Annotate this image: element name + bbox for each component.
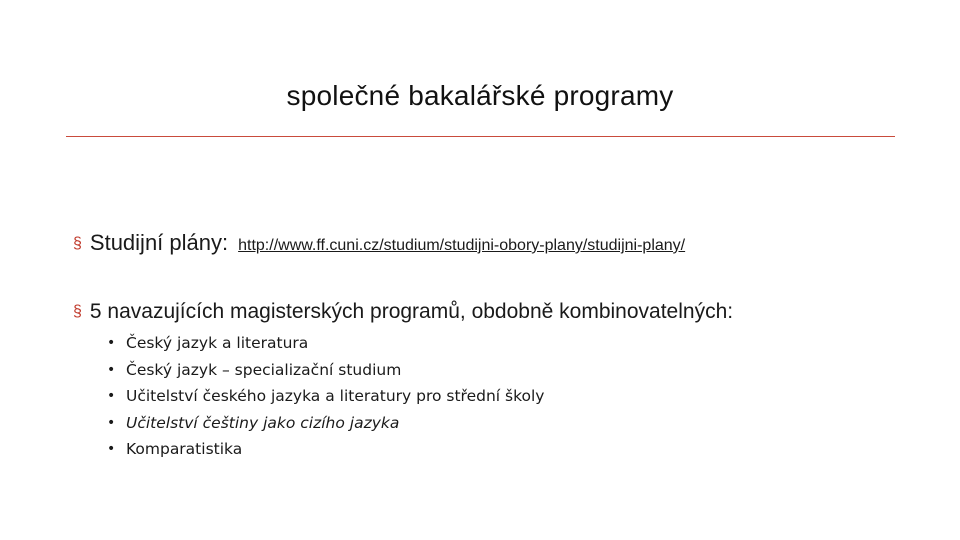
program-name: Český jazyk – specializační studium [126, 360, 402, 379]
programs-heading: 5 navazujících magisterských programů, obdobně kombinovatelných: [89, 300, 734, 323]
list-item [107, 436, 544, 463]
bullet-dot-icon: • [107, 335, 116, 351]
slide-title: společné bakalářské programy [286, 80, 674, 111]
title-divider [66, 136, 895, 137]
list-item [107, 410, 544, 437]
section-bullet-icon: § [73, 235, 82, 252]
list-item [107, 357, 544, 384]
program-name: Učitelství češtiny jako cizího jazyka [126, 413, 400, 432]
list-item [107, 330, 544, 357]
bullet-dot-icon: • [107, 388, 116, 404]
program-name: Komparatistika [126, 440, 243, 458]
program-list [107, 330, 544, 463]
bullet-dot-icon: • [107, 441, 116, 457]
section-bullet-icon: § [73, 303, 82, 320]
bullet-magisterske-programy [73, 300, 733, 324]
bullet-dot-icon: • [107, 361, 116, 378]
bullet-dot-icon: • [107, 414, 116, 431]
studijni-plany-link[interactable]: http://www.ff.cuni.cz/studium/studijni-obory-plany/studijni-plany/ [238, 237, 686, 254]
program-name: Český jazyk a literatura [126, 334, 309, 352]
program-name: Učitelství českého jazyka a literatury pro střední školy [126, 387, 545, 405]
list-item [107, 383, 544, 410]
studijni-plany-label: Studijní plány: [89, 230, 229, 255]
bullet-studijni-plany [73, 230, 685, 256]
